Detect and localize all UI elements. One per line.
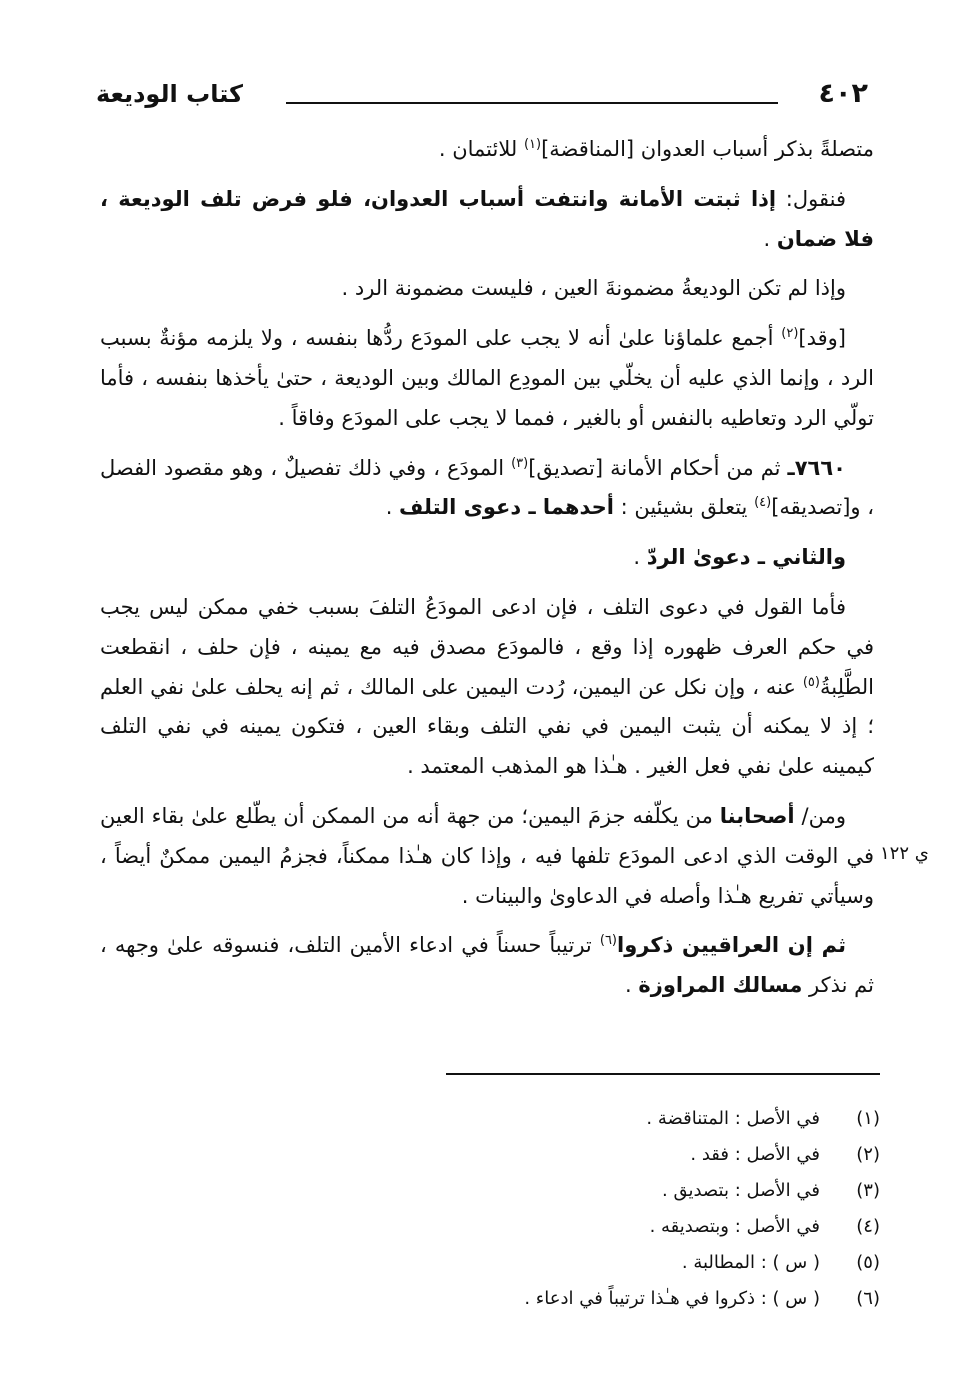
footnote-number: (٦) xyxy=(856,1288,880,1309)
footnote-item xyxy=(300,1245,880,1281)
footnote-item xyxy=(300,1101,880,1137)
paragraph-9-bold-1: ثم إن العراقيين ذكروا xyxy=(617,933,846,958)
footnote-number: (٢) xyxy=(856,1144,880,1165)
footnote-ref-3: (٣) xyxy=(511,455,529,471)
paragraph-8-text: من يكلّفه جزمَ اليمين؛ من جهة أنه من الممكن أن يطّلع علىٰ بقاء العين في الوقت الذي ادعى المودَع تلفها فيه ، وإذا كان هـٰذا ممكناً، فجزمُ اليمين ممكنٌ أيضاً ، وسيأتي تفريع هـٰذا وأصله في الدعاوىٰ والبينات . xyxy=(100,803,874,908)
paragraph-4-text-a: [وقد] xyxy=(798,326,846,351)
paragraph-5 xyxy=(100,449,874,529)
paragraph-5-text-c: يتعلق بشيئين : xyxy=(613,495,755,520)
footnote-ref-1: (١) xyxy=(523,137,542,152)
footnote-item xyxy=(300,1137,880,1173)
footnote-number: (٤) xyxy=(856,1216,880,1237)
header-rule xyxy=(286,102,778,104)
footnote-item xyxy=(300,1281,880,1317)
paragraph-4 xyxy=(100,319,874,438)
paragraph-5-bold: أحدهما ـ دعوى التلف xyxy=(399,495,614,520)
paragraph-7-text-a: فأما القول في دعوى التلف ، فإن ادعى المودَعُ التلفَ بسبب خفي ممكن ليس يجب في حكم العرف ظهوره إذا وقع ، فالمودَع مصدق فيه مع يمينه ، فإن حلف ، انقطعت الطَّلِبةُ xyxy=(100,594,874,699)
paragraph-7 xyxy=(100,588,874,787)
paragraph-8 xyxy=(100,797,874,916)
paragraph-7-text-b: عنه ، وإن نكل عن اليمين، رُدت اليمين على المالك ، ثم إنه يحلف علىٰ نفي العلم ؛ إذ لا يمكنه أن يثبت اليمين في نفي التلف وبقاء العين ، فتكون يمينه في نفي التلف كيمينه علىٰ نفي فعل الغير . هـٰذا هو المذهب المعتمد . xyxy=(100,674,874,779)
paragraph-2-lead: فنقول: xyxy=(776,186,846,211)
footnote-item xyxy=(300,1209,880,1245)
manuscript-page-ref: ي ١٢٢ xyxy=(880,843,929,864)
paragraph-8-bold: أصحابنا xyxy=(719,803,795,828)
footnote-number: (١) xyxy=(856,1108,880,1129)
paragraph-2 xyxy=(100,180,874,260)
paragraph-9-text: ترتيباً حسناً في ادعاء الأمين التلف، فنسوقه علىٰ وجهه ، ثم نذكر xyxy=(100,933,874,998)
paragraph-1-text-b: للائتمان . xyxy=(438,137,524,161)
footnote-ref-6: (٦) xyxy=(599,933,617,949)
footnote-ref-4: (٤) xyxy=(754,495,772,511)
paragraph-2-end: . xyxy=(763,226,777,251)
footnote-text: في الأصل : فقد . xyxy=(690,1144,820,1165)
paragraph-1-text-a: متصلةً بذكر أسباب العدوان [المناقضة] xyxy=(541,137,874,161)
running-header xyxy=(96,78,868,118)
paragraph-9-end: . xyxy=(625,973,639,998)
paragraph-1 xyxy=(100,130,874,170)
footnote-text: في الأصل : بتصديق . xyxy=(662,1180,820,1201)
footnote-text: ( س ) : ذكروا في هـٰذا ترتيباً في ادعاء . xyxy=(524,1288,820,1309)
footnote-ref-2: (٢) xyxy=(781,326,799,342)
footnote-number: (٥) xyxy=(856,1252,880,1273)
paragraph-3-text: وإذا لم تكن الوديعةُ مضمونةَ العين ، فليست مضمونة الرد . xyxy=(341,276,846,301)
main-text xyxy=(100,130,874,1016)
paragraph-5-text-a: ثم من أحكام الأمانة [تصديق] xyxy=(528,455,788,480)
footnote-text: في الأصل : المتناقضة . xyxy=(646,1108,820,1129)
footnote-text: ( س ) : المطالبة . xyxy=(681,1252,820,1273)
paragraph-9 xyxy=(100,926,874,1006)
paragraph-5-end: . xyxy=(385,495,400,520)
footnote-number: (٣) xyxy=(856,1180,880,1201)
paragraph-2-bold: إذا ثبتت الأمانة وانتفت أسباب العدوان، فلو فرض تلف الوديعة ، فلا ضمان xyxy=(100,186,874,251)
paragraph-3 xyxy=(100,269,874,309)
paragraph-6-bold: والثاني ـ دعوىٰ الردّ xyxy=(646,545,846,570)
footnote-item xyxy=(300,1173,880,1209)
footnotes xyxy=(300,1101,880,1317)
footnote-ref-5: (٥) xyxy=(802,674,820,690)
paragraph-5-text-b: المودَع ، وفي ذلك تفصيلٌ ، وهو مقصود الفصل ، و[تصديقه] xyxy=(100,455,874,520)
section-number: ٧٦٦٠ـ xyxy=(787,455,846,480)
footnote-separator xyxy=(446,1073,880,1075)
paragraph-8-lead: ومن/ xyxy=(794,803,846,828)
paragraph-4-text-b: أجمع علماؤنا علىٰ أنه لا يجب على المودَع ردُّها بنفسه ، ولا يلزمه مؤنةٌ بسبب الرد ، وإنما الذي عليه أن يخلّي بين المودِع المالك وبين الوديعة ، حتىٰ يأخذها بنفسه ، فأما تولّي الرد وتعاطيه بالنفس أو بالغير ، فمما لا يجب على المودَع وفاقاً . xyxy=(100,326,874,430)
book-title: كتاب الوديعة xyxy=(96,80,243,108)
paragraph-9-bold-2: مسالك المراوزة xyxy=(638,973,803,998)
paragraph-6-end: . xyxy=(633,545,647,570)
page-number: ٤٠٢ xyxy=(818,78,868,109)
footnote-text: في الأصل : وبتصديقه . xyxy=(649,1216,820,1237)
paragraph-6 xyxy=(100,538,874,578)
